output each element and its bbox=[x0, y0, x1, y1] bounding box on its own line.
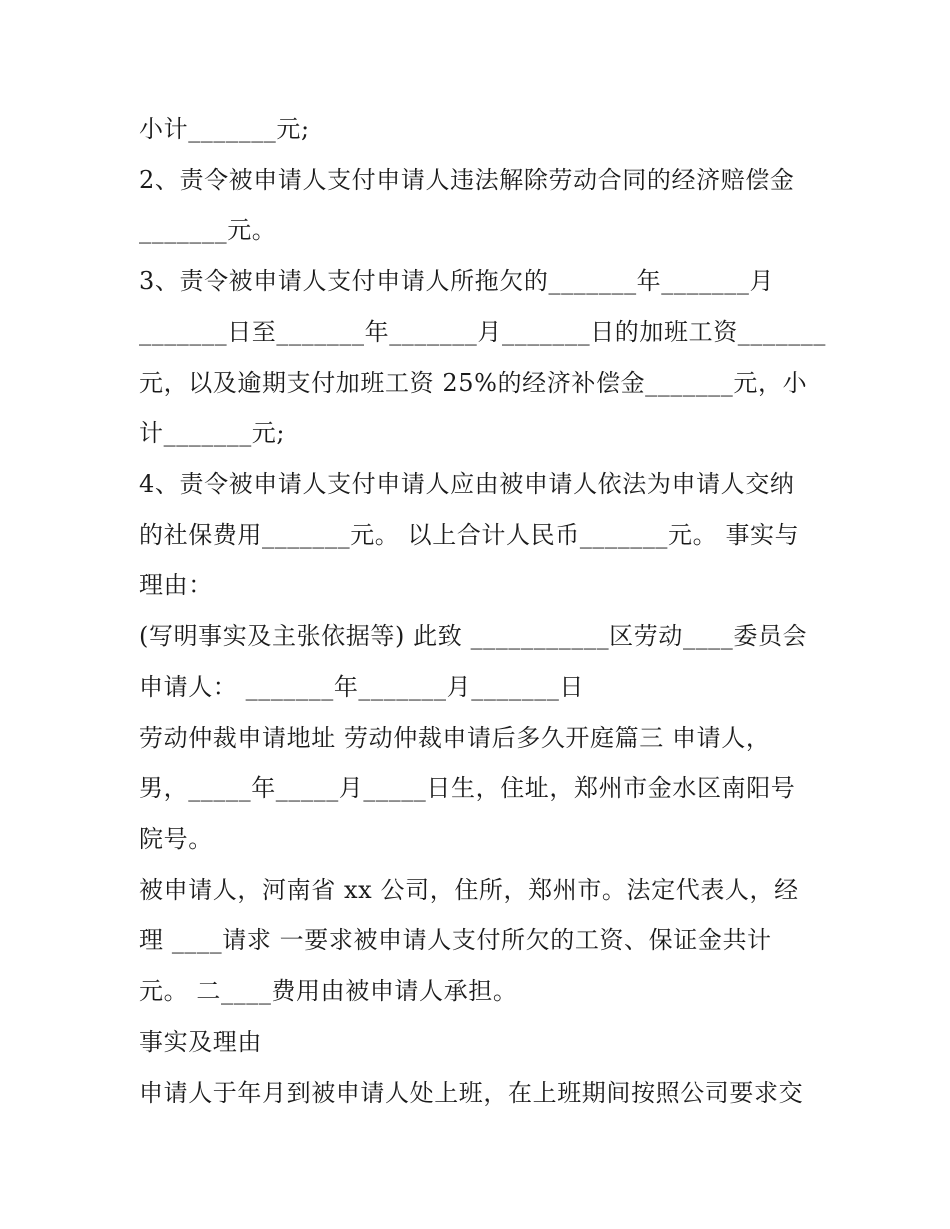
text-line: 3、责令被申请人支付申请人所拖欠的_______年_______月 bbox=[139, 267, 775, 295]
text-line: 元。 二____费用由被申请人承担。 bbox=[139, 977, 518, 1005]
text-line: 男，_____年_____月_____日生，住址，郑州市金水区南阳号 bbox=[139, 774, 796, 802]
text-line: 劳动仲裁申请地址 劳动仲裁申请后多久开庭篇三 申请人， bbox=[139, 724, 771, 752]
text-line: (写明事实及主张依据等) 此致 ___________区劳动____委员会 bbox=[139, 622, 808, 650]
text-line: 院号。 bbox=[139, 825, 213, 853]
text-line: 计_______元; bbox=[139, 419, 286, 447]
text-line: 小计_______元; bbox=[139, 115, 310, 143]
text-line: 事实及理由 bbox=[139, 1028, 262, 1056]
text-line: 申请人于年月到被申请人处上班，在上班期间按照公司要求交 bbox=[139, 1079, 804, 1107]
text-line: 的社保费用_______元。 以上合计人民币_______元。 事实与 bbox=[139, 521, 800, 549]
text-line: _______日至_______年_______月_______日的加班工资_______ bbox=[139, 318, 826, 346]
text-line: 理 ____请求 一要求被申请人支付所欠的工资、保证金共计 bbox=[139, 926, 772, 954]
text-line: 元，以及逾期支付加班工资 25%的经济补偿金_______元，小 bbox=[139, 369, 808, 397]
text-line: 被申请人，河南省 xx 公司，住所，郑州市。法定代表人，经 bbox=[139, 876, 799, 904]
text-line: _______元。 bbox=[139, 216, 277, 244]
text-line: 2、责令被申请人支付申请人违法解除劳动合同的经济赔偿金 bbox=[139, 166, 795, 194]
text-line: 申请人： _______年_______月_______日 bbox=[139, 673, 585, 701]
text-line: 理由： bbox=[139, 571, 213, 599]
text-line: 4、责令被申请人支付申请人应由被申请人依法为申请人交纳 bbox=[139, 470, 795, 498]
